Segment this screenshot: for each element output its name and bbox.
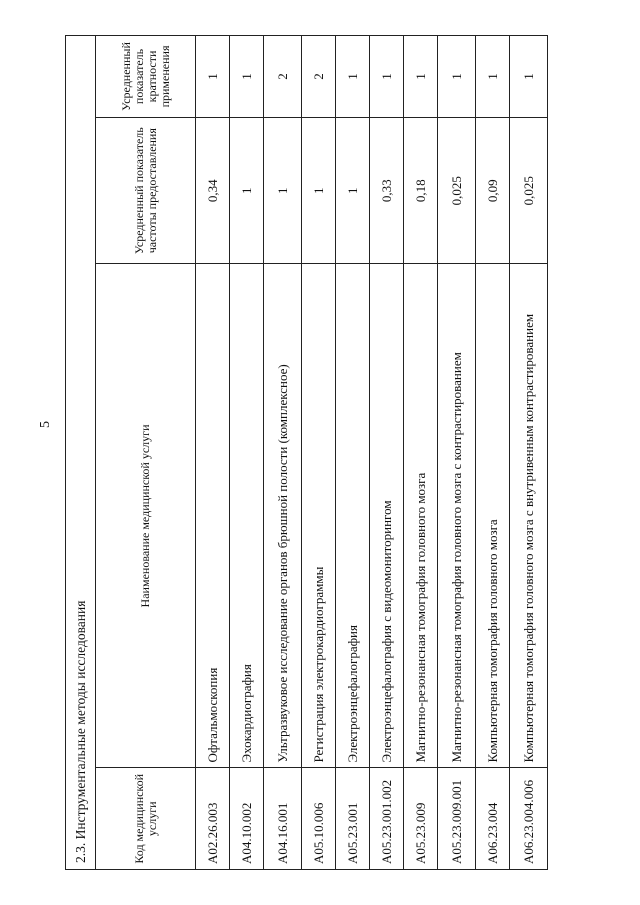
table-row xyxy=(302,36,336,870)
header-name: Наименование медицинской услуги xyxy=(96,264,196,768)
section-title: 2.3. Инструментальные методы исследования xyxy=(66,36,96,870)
table-header-row xyxy=(96,36,196,870)
multiplicity-value: 1 xyxy=(196,36,230,118)
frequency-value: 0,09 xyxy=(476,117,510,263)
table-row xyxy=(510,36,548,870)
table-row xyxy=(370,36,404,870)
frequency-value: 1 xyxy=(230,117,264,263)
service-code: А06.23.004.006 xyxy=(510,768,548,870)
service-code: А06.23.004 xyxy=(476,768,510,870)
table-row xyxy=(336,36,370,870)
service-name: Магнитно-резонансная томография головного мозга с контрастированием xyxy=(438,264,476,768)
multiplicity-value: 1 xyxy=(476,36,510,118)
table-row xyxy=(264,36,302,870)
table-row xyxy=(404,36,438,870)
service-name: Компьютерная томография головного мозга xyxy=(476,264,510,768)
service-name: Магнитно-резонансная томография головного мозга xyxy=(404,264,438,768)
service-name: Электроэнцефалография с видеомониторингом xyxy=(370,264,404,768)
header-frequency: Усредненный показатель частоты предоставления xyxy=(96,117,196,263)
frequency-value: 0,33 xyxy=(370,117,404,263)
multiplicity-value: 1 xyxy=(336,36,370,118)
frequency-value: 1 xyxy=(336,117,370,263)
service-name: Электроэнцефалография xyxy=(336,264,370,768)
rotated-table-container xyxy=(65,35,536,870)
frequency-value: 0,34 xyxy=(196,117,230,263)
table-row xyxy=(476,36,510,870)
table-row xyxy=(438,36,476,870)
instrumental-methods-table xyxy=(65,35,548,870)
service-code: А05.23.001 xyxy=(336,768,370,870)
service-code: А05.23.009.001 xyxy=(438,768,476,870)
service-name: Эхокардиография xyxy=(230,264,264,768)
multiplicity-value: 2 xyxy=(302,36,336,118)
service-code: А05.10.006 xyxy=(302,768,336,870)
service-name: Регистрация электрокардиограммы xyxy=(302,264,336,768)
frequency-value: 0,025 xyxy=(510,117,548,263)
multiplicity-value: 1 xyxy=(370,36,404,118)
service-code: А04.10.002 xyxy=(230,768,264,870)
multiplicity-value: 1 xyxy=(510,36,548,118)
multiplicity-value: 1 xyxy=(404,36,438,118)
service-code: А02.26.003 xyxy=(196,768,230,870)
multiplicity-value: 1 xyxy=(438,36,476,118)
service-code: А04.16.001 xyxy=(264,768,302,870)
header-multiplicity: Усредненный показатель кратности применения xyxy=(96,36,196,118)
header-code: Код медицинской услуги xyxy=(96,768,196,870)
frequency-value: 1 xyxy=(264,117,302,263)
frequency-value: 0,18 xyxy=(404,117,438,263)
page-number: 5 xyxy=(38,421,53,428)
table-row xyxy=(230,36,264,870)
service-name: Компьютерная томография головного мозга с внутривенным контрастированием xyxy=(510,264,548,768)
frequency-value: 1 xyxy=(302,117,336,263)
multiplicity-value: 2 xyxy=(264,36,302,118)
table-row xyxy=(196,36,230,870)
multiplicity-value: 1 xyxy=(230,36,264,118)
service-code: А05.23.001.002 xyxy=(370,768,404,870)
frequency-value: 0,025 xyxy=(438,117,476,263)
service-name: Ультразвуковое исследование органов брюшной полости (комплексное) xyxy=(264,264,302,768)
service-name: Офтальмоскопия xyxy=(196,264,230,768)
service-code: А05.23.009 xyxy=(404,768,438,870)
